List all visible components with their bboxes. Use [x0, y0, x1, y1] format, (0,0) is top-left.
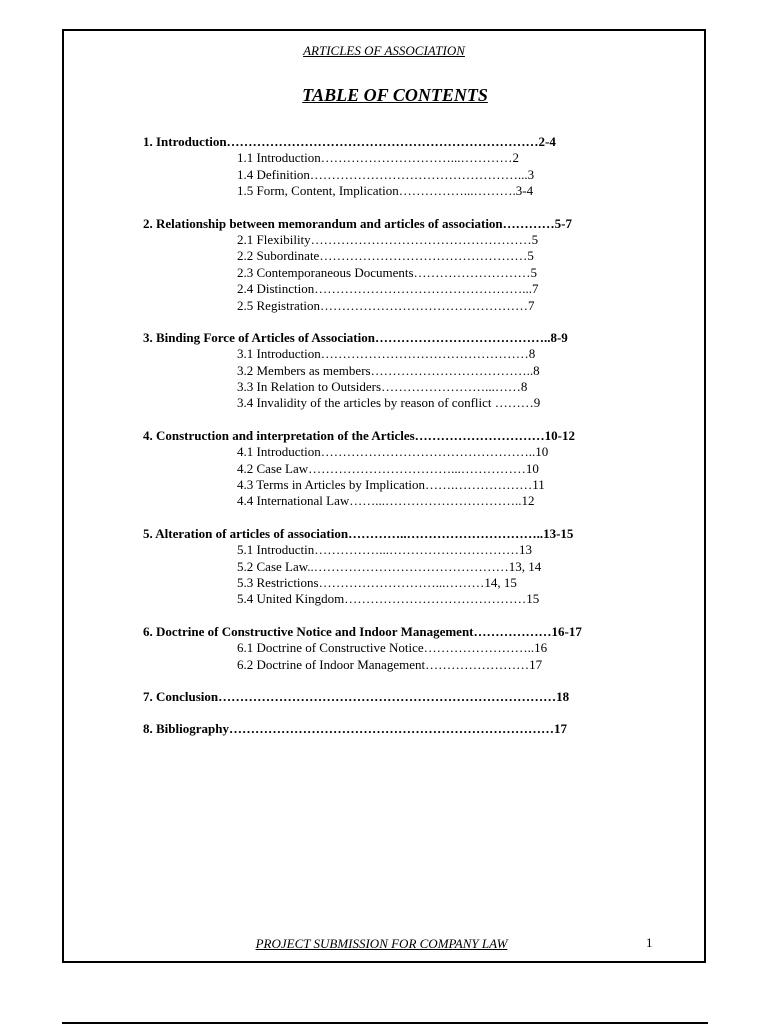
- toc-subsection-entry: 1.5 Form, Content, Implication……………...……….3-4: [237, 183, 534, 199]
- toc-spacer: [143, 608, 623, 624]
- toc-subsection-entry: 2.4 Distinction…………………………………………...7: [237, 281, 539, 297]
- toc-spacer: [143, 510, 623, 526]
- toc-subsection-entry: 2.5 Registration…………………………………………7: [237, 297, 535, 313]
- toc-subsection-entry: 3.4 Invalidity of the articles by reason of conflict ………9: [237, 395, 541, 411]
- toc-subsection-entry: 3.1 Introduction…………………………………………8: [237, 346, 536, 362]
- toc-section-entry: 5. Alteration of articles of association…………..…………………………..13-15: [143, 525, 574, 541]
- toc-subsection-entry: 5.2 Case Law..………………………………………13, 14: [237, 558, 542, 574]
- toc-subsection-entry: 3.2 Members as members………………………………..8: [237, 362, 540, 378]
- toc-section-entry: 1. Introduction………………………………………………………………2-4: [143, 134, 556, 149]
- toc-subsection-entry: 2.1 Flexibility……………………………………………5: [237, 231, 539, 247]
- toc-section-entry: 4. Construction and interpretation of the Articles…………………………10-12: [143, 427, 575, 443]
- page-number: 1: [646, 935, 653, 950]
- toc-subsection-entry: 4.4 International Law……...…………………………..12: [237, 493, 535, 509]
- toc-section-entry: 7. Conclusion……………………………………………………………………18: [143, 688, 570, 704]
- page-title: TABLE OF CONTENTS: [302, 85, 488, 105]
- document-header: ARTICLES OF ASSOCIATION: [303, 43, 465, 58]
- toc-subsection-entry: 6.1 Doctrine of Constructive Notice……………………..16: [237, 640, 548, 656]
- toc-subsection-entry: 4.1 Introduction…………………………………………..10: [237, 444, 549, 460]
- toc-spacer: [143, 200, 623, 216]
- toc-subsection-entry: 2.3 Contemporaneous Documents………………………5: [237, 264, 538, 280]
- toc-subsection-entry: 4.3 Terms in Articles by Implication…….………………11: [237, 477, 545, 493]
- toc-spacer: [143, 673, 623, 689]
- toc-subsection-entry: 6.2 Doctrine of Indoor Management……………………17: [237, 656, 543, 672]
- table-of-contents: [143, 134, 623, 738]
- toc-subsection-entry: 4.2 Case Law……………………………...……………10: [237, 460, 539, 476]
- toc-subsection-entry: 5.3 Restrictions………………………...………14, 15: [237, 574, 517, 590]
- toc-section-entry: 3. Binding Force of Articles of Association…………………………………..8-9: [143, 329, 568, 345]
- document-footer: PROJECT SUBMISSION FOR COMPANY LAW: [255, 936, 508, 951]
- toc-subsection-entry: 5.1 Introductin……………...…………………………13: [237, 542, 533, 558]
- toc-subsection-entry: 5.4 United Kingdom……………………………………15: [237, 591, 540, 607]
- toc-spacer: [143, 412, 623, 428]
- toc-subsection-entry: 1.4 Definition…………………………………………...3: [237, 166, 535, 182]
- toc-subsection-entry: 3.3 In Relation to Outsiders……………………...……8: [237, 379, 528, 395]
- toc-subsection-entry: 2.2 Subordinate…………………………………………5: [237, 248, 534, 264]
- toc-section-entry: 6. Doctrine of Constructive Notice and Indoor Management………………16-17: [143, 623, 582, 639]
- toc-subsection-entry: 1.1 Introduction…………………………...…………2: [237, 150, 520, 166]
- toc-spacer: [143, 705, 623, 721]
- toc-section-entry: 8. Bibliography…………………………………………………………………17: [143, 721, 567, 737]
- toc-section-entry: 2. Relationship between memorandum and articles of association…………5-7: [143, 215, 572, 231]
- toc-spacer: [143, 314, 623, 330]
